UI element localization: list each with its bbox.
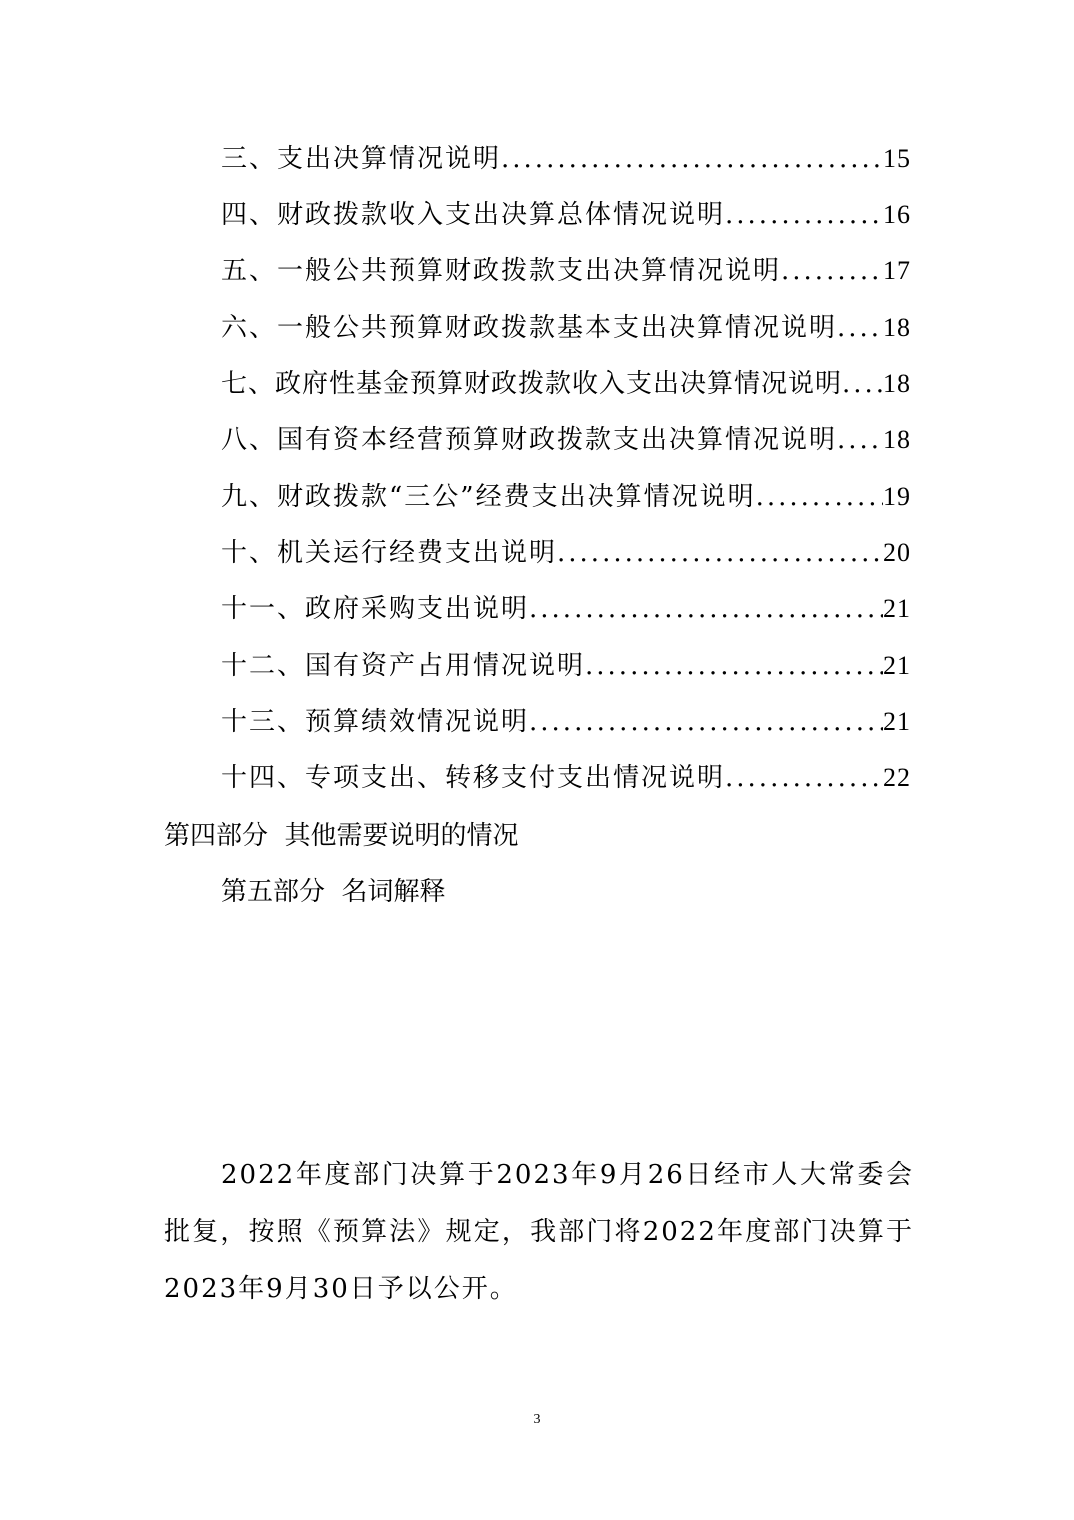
toc-entry-page: 18 [883,313,911,342]
toc-leader-dots [837,313,883,343]
toc-leader-dots [725,200,883,230]
toc-entry-page: 21 [883,651,911,680]
toc-entry-page: 22 [883,763,911,792]
toc-entry-title: 十一、政府采购支出说明 [221,594,530,624]
toc-part-four-heading: 第四部分 其他需要说明的情况 [164,821,519,851]
toc-entry [221,194,911,234]
toc-leader-dots [529,707,883,737]
toc-leader-dots [725,763,883,793]
page-number: 3 [533,1412,541,1427]
toc-entry-page: 18 [883,425,911,454]
toc-entry [221,588,911,628]
toc-entry-page: 18 [883,369,911,398]
toc-leader-dots [557,538,883,568]
toc-entry-title: 九、财政拨款“三公”经费支出决算情况说明 [221,482,756,512]
toc-entry-title: 十、机关运行经费支出说明 [221,538,558,568]
toc-entry-page: 21 [883,707,911,736]
toc-leader-dots [756,482,883,512]
toc-entry-title: 七、政府性基金预算财政拨款收入支出决算情况说明 [221,369,843,399]
toc-entry [221,757,911,797]
toc-entry-title: 三、支出决算情况说明 [221,144,502,174]
toc-entry [221,363,911,403]
toc-entry-page: 17 [883,256,911,285]
publication-paragraph: 2022年度部门决算于2023年9月26日经市人大常委会批复，按照《预算法》规定，我部门将2022年度部门决算于2023年9月30日予以公开。 [164,1160,914,1304]
toc-entry-title: 五、一般公共预算财政拨款支出决算情况说明 [221,256,782,286]
toc-entry-page: 20 [883,538,911,567]
toc-leader-dots [501,144,883,174]
toc-entry [221,532,911,572]
toc-leader-dots [781,256,883,286]
toc-entry [221,419,911,459]
toc-entry-title: 四、财政拨款收入支出决算总体情况说明 [221,200,726,230]
toc-entry-page: 19 [883,482,911,511]
toc-leader-dots [842,369,883,399]
toc-entry [221,476,911,516]
toc-entry [221,701,911,741]
toc-entry-title: 十三、预算绩效情况说明 [221,707,530,737]
toc-entry-title: 十四、专项支出、转移支付支出情况说明 [221,763,726,793]
toc-part-five-heading: 第五部分 名词解释 [221,877,446,907]
toc-entry [221,138,911,178]
toc-entry [221,250,911,290]
toc-leader-dots [529,594,883,624]
toc-entry [221,307,911,347]
toc-entry-page: 21 [883,594,911,623]
toc-entry-page: 15 [883,144,911,173]
toc-entry-page: 16 [883,200,911,229]
toc-entry-title: 十二、国有资产占用情况说明 [221,651,586,681]
toc-leader-dots [837,425,883,455]
toc-entry-title: 六、一般公共预算财政拨款基本支出决算情况说明 [221,313,838,343]
toc-leader-dots [585,651,883,681]
toc-entry [221,645,911,685]
toc-entry-title: 八、国有资本经营预算财政拨款支出决算情况说明 [221,425,838,455]
